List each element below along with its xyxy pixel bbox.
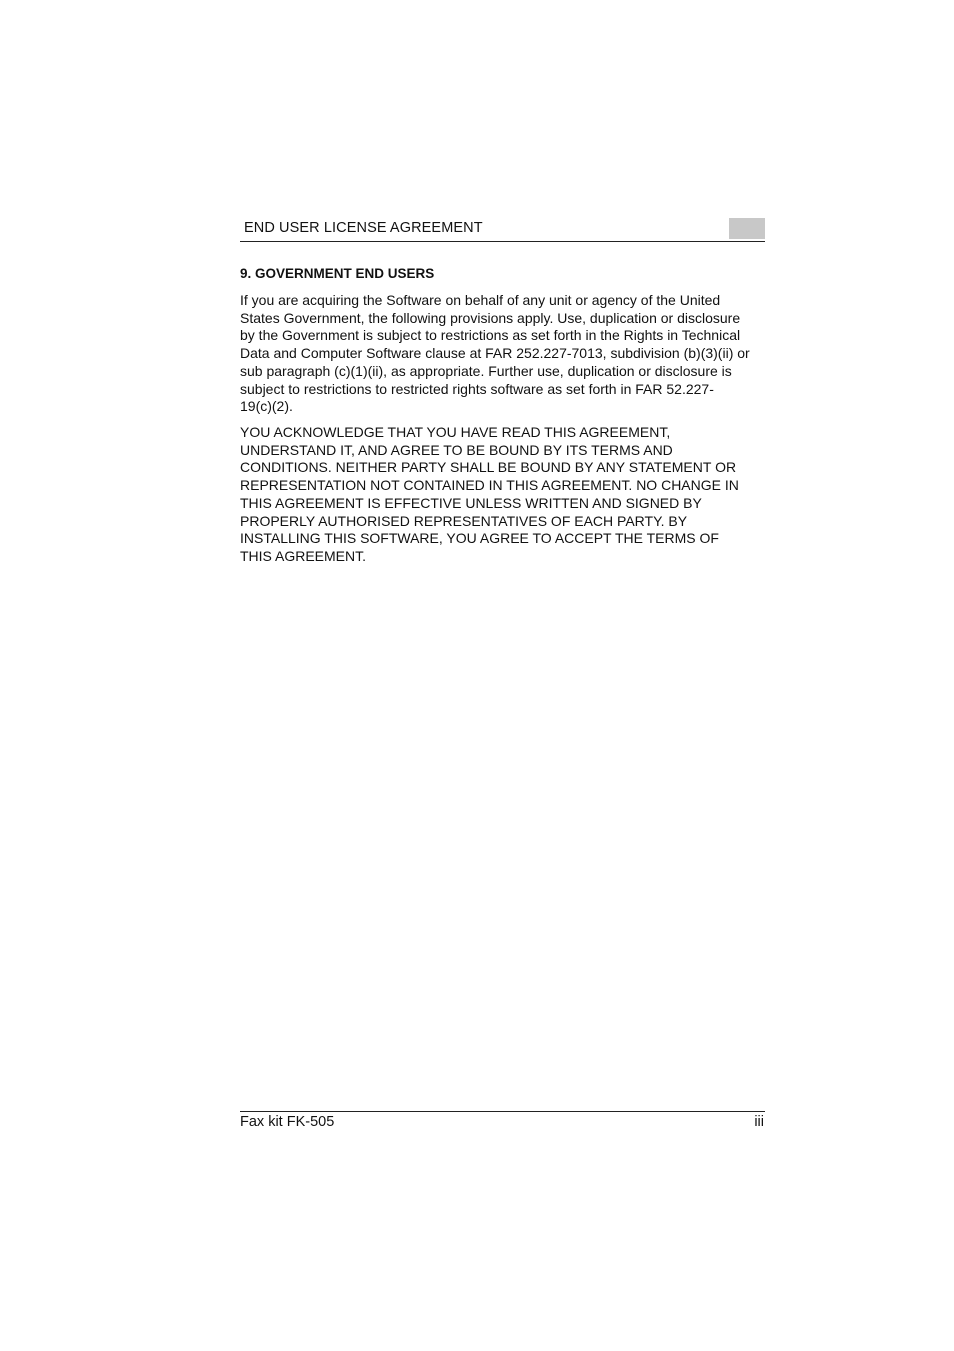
paragraph-line: If you are acquiring the Software on behalf of any unit or agency of the United xyxy=(240,292,721,308)
paragraph-line: REPRESENTATION NOT CONTAINED IN THIS AGREEMENT. NO CHANGE IN xyxy=(240,477,739,494)
paragraph-line: PROPERLY AUTHORISED REPRESENTATIVES OF EACH PARTY. BY xyxy=(240,512,688,529)
header-tab-marker xyxy=(729,218,765,239)
paragraph-government-end-users xyxy=(240,292,770,416)
footer-divider xyxy=(240,1111,765,1112)
footer-product-name: Fax kit FK-505 xyxy=(240,1114,335,1130)
paragraph-line: by the Government is subject to restrictions as set forth in the Rights in Technical xyxy=(240,327,741,344)
section-heading: 9. GOVERNMENT END USERS xyxy=(240,266,435,281)
paragraph-line: sub paragraph (c)(1)(ii), as appropriate. Further use, duplication or disclosure is xyxy=(240,362,732,379)
paragraph-line: 19(c)(2). xyxy=(240,398,293,415)
paragraph-line: States Government, the following provisions apply. Use, duplication or disclosure xyxy=(240,309,741,326)
paragraph-line: INSTALLING THIS SOFTWARE, YOU AGREE TO ACCEPT THE TERMS OF xyxy=(240,530,719,547)
paragraph-line: subject to restrictions to restricted rights software as set forth in FAR 52.227- xyxy=(240,380,714,397)
paragraph-line: YOU ACKNOWLEDGE THAT YOU HAVE READ THIS AGREEMENT, xyxy=(240,424,671,440)
paragraph-line: UNDERSTAND IT, AND AGREE TO BE BOUND BY ITS TERMS AND xyxy=(240,441,673,458)
paragraph-line: THIS AGREEMENT. xyxy=(240,547,367,564)
paragraph-line: Data and Computer Software clause at FAR 252.227-7013, subdivision (b)(3)(ii) or xyxy=(240,345,750,362)
footer-page-number: iii xyxy=(754,1114,764,1130)
page-header-title: END USER LICENSE AGREEMENT xyxy=(244,220,483,236)
paragraph-line: CONDITIONS. NEITHER PARTY SHALL BE BOUND BY ANY STATEMENT OR xyxy=(240,459,737,476)
header-divider xyxy=(240,241,765,242)
paragraph-line: THIS AGREEMENT IS EFFECTIVE UNLESS WRITTEN AND SIGNED BY xyxy=(240,494,702,511)
paragraph-acknowledgement xyxy=(240,424,770,566)
